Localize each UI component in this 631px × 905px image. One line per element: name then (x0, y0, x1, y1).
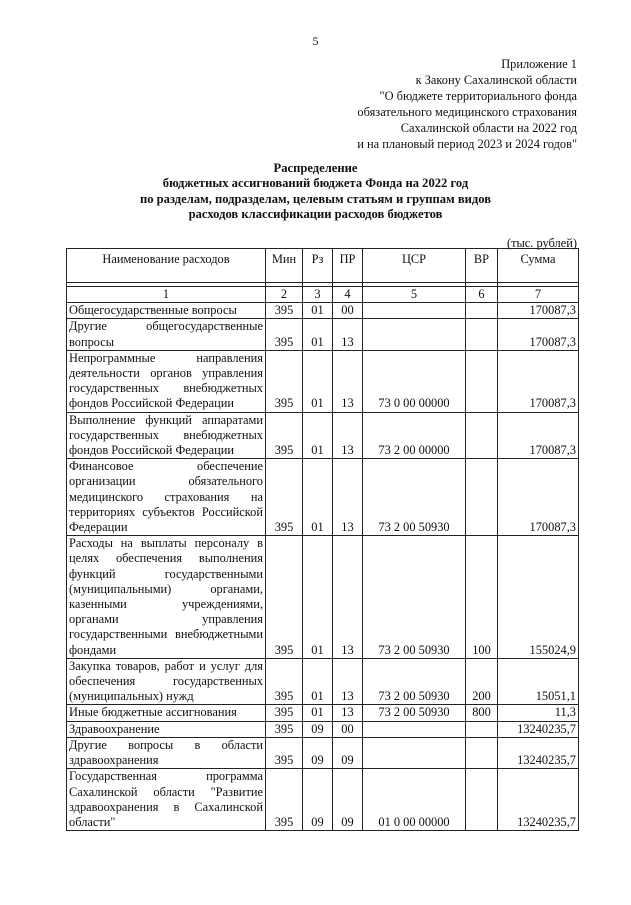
column-number: 7 (498, 287, 579, 303)
cell-vr (466, 769, 498, 831)
cell-rz: 01 (303, 412, 333, 459)
cell-sum: 15051,1 (498, 658, 579, 705)
header-name: Наименование расходов (67, 249, 266, 283)
column-number: 3 (303, 287, 333, 303)
cell-min: 395 (266, 721, 303, 737)
cell-name: Финансовое обеспечение организации обязательного медицинского страхования на территориях субъектов Российской Федерации (67, 459, 266, 536)
cell-vr (466, 350, 498, 412)
document-heading (0, 161, 631, 223)
cell-min: 395 (266, 350, 303, 412)
column-number: 2 (266, 287, 303, 303)
appendix-line: "О бюджете территориального фонда (379, 89, 577, 103)
cell-csr: 73 0 00 00000 (363, 350, 466, 412)
cell-pr: 13 (333, 658, 363, 705)
heading-line: бюджетных ассигнований бюджета Фонда на 2022 год (162, 176, 469, 191)
cell-pr: 13 (333, 536, 363, 659)
cell-name: Государственная программа Сахалинской области "Развитие здравоохранения в Сахалинской области" (67, 769, 266, 831)
appendix-line: к Закону Сахалинской области (415, 73, 577, 87)
header-csr: ЦСР (363, 249, 466, 283)
column-number: 6 (466, 287, 498, 303)
column-number: 4 (333, 287, 363, 303)
cell-sum: 170087,3 (498, 412, 579, 459)
cell-rz: 01 (303, 536, 333, 659)
cell-sum: 155024,9 (498, 536, 579, 659)
cell-min: 395 (266, 459, 303, 536)
header-rz: Рз (303, 249, 333, 283)
cell-pr: 09 (333, 737, 363, 768)
cell-min: 395 (266, 737, 303, 768)
cell-csr (363, 303, 466, 319)
cell-min: 395 (266, 769, 303, 831)
table-row (67, 737, 579, 768)
appendix-line: и на плановый период 2023 и 2024 годов" (357, 137, 577, 151)
heading-line: расходов классификации расходов бюджетов (188, 207, 443, 222)
cell-csr (363, 319, 466, 350)
cell-rz: 09 (303, 769, 333, 831)
table-row (67, 319, 579, 350)
header-row (67, 249, 579, 283)
cell-sum: 13240235,7 (498, 721, 579, 737)
column-number: 5 (363, 287, 466, 303)
cell-rz: 09 (303, 721, 333, 737)
cell-sum: 170087,3 (498, 350, 579, 412)
cell-name: Здравоохранение (67, 721, 266, 737)
cell-pr: 13 (333, 412, 363, 459)
cell-pr: 13 (333, 350, 363, 412)
cell-vr (466, 319, 498, 350)
cell-name: Выполнение функций аппаратами государственных внебюджетных фондов Российской Федерации (67, 412, 266, 459)
cell-pr: 13 (333, 459, 363, 536)
cell-csr: 73 2 00 50930 (363, 705, 466, 721)
cell-vr (466, 303, 498, 319)
table-row (67, 769, 579, 831)
cell-min: 395 (266, 319, 303, 350)
table-row (67, 412, 579, 459)
cell-sum: 13240235,7 (498, 769, 579, 831)
cell-rz: 01 (303, 319, 333, 350)
cell-csr: 01 0 00 00000 (363, 769, 466, 831)
header-min: Мин (266, 249, 303, 283)
table-body (67, 283, 579, 831)
cell-vr (466, 737, 498, 768)
units-label: (тыс. рублей) (506, 236, 577, 250)
table-row (67, 536, 579, 659)
appendix-line: обязательного медицинского страхования (357, 105, 577, 119)
cell-name: Иные бюджетные ассигнования (67, 705, 266, 721)
header-pr: ПР (333, 249, 363, 283)
table-row (67, 459, 579, 536)
cell-min: 395 (266, 536, 303, 659)
cell-min: 395 (266, 303, 303, 319)
heading-line: Распределение (273, 161, 358, 175)
appendix-line: Сахалинской области на 2022 год (400, 121, 577, 135)
table-row (67, 658, 579, 705)
cell-sum: 11,3 (498, 705, 579, 721)
cell-csr: 73 2 00 50930 (363, 459, 466, 536)
cell-rz: 09 (303, 737, 333, 768)
cell-name: Закупка товаров, работ и услуг для обеспечения государственных (муниципальных) нужд (67, 658, 266, 705)
cell-rz: 01 (303, 705, 333, 721)
header-vr: ВР (466, 249, 498, 283)
cell-pr: 13 (333, 705, 363, 721)
page-number: 5 (312, 34, 319, 48)
cell-pr: 09 (333, 769, 363, 831)
cell-csr: 73 2 00 50930 (363, 536, 466, 659)
cell-name: Другие вопросы в области здравоохранения (67, 737, 266, 768)
cell-sum: 170087,3 (498, 319, 579, 350)
cell-csr (363, 737, 466, 768)
cell-name: Другие общегосударственные вопросы (67, 319, 266, 350)
table-row (67, 721, 579, 737)
table-row (67, 350, 579, 412)
cell-rz: 01 (303, 350, 333, 412)
cell-vr: 100 (466, 536, 498, 659)
appendix-line: Приложение 1 (501, 57, 577, 71)
cell-sum: 170087,3 (498, 459, 579, 536)
cell-min: 395 (266, 658, 303, 705)
cell-csr (363, 721, 466, 737)
cell-pr: 13 (333, 319, 363, 350)
cell-rz: 01 (303, 303, 333, 319)
table-row (67, 705, 579, 721)
cell-rz: 01 (303, 658, 333, 705)
cell-vr (466, 459, 498, 536)
cell-min: 395 (266, 412, 303, 459)
column-number: 1 (67, 287, 266, 303)
cell-pr: 00 (333, 721, 363, 737)
cell-sum: 13240235,7 (498, 737, 579, 768)
cell-name: Непрограммные направления деятельности органов управления государственных внебюджетных фондов Российской Федерации (67, 350, 266, 412)
header-sum: Сумма (498, 249, 579, 283)
cell-name: Расходы на выплаты персоналу в целях обеспечения выполнения функций государственными (муниципальными) органами, казенными учреждениями, органами управления государственными внебюджетными фондами (67, 536, 266, 659)
heading-line: по разделам, подразделам, целевым статьям и группам видов (139, 191, 492, 206)
cell-vr (466, 721, 498, 737)
appendix-note (357, 56, 577, 152)
cell-csr: 73 2 00 00000 (363, 412, 466, 459)
column-number-row (67, 287, 579, 303)
budget-table (66, 248, 579, 831)
cell-min: 395 (266, 705, 303, 721)
cell-name: Общегосударственные вопросы (67, 303, 266, 319)
cell-vr: 200 (466, 658, 498, 705)
cell-csr: 73 2 00 50930 (363, 658, 466, 705)
cell-sum: 170087,3 (498, 303, 579, 319)
cell-rz: 01 (303, 459, 333, 536)
cell-vr: 800 (466, 705, 498, 721)
table-row (67, 303, 579, 319)
cell-vr (466, 412, 498, 459)
cell-pr: 00 (333, 303, 363, 319)
